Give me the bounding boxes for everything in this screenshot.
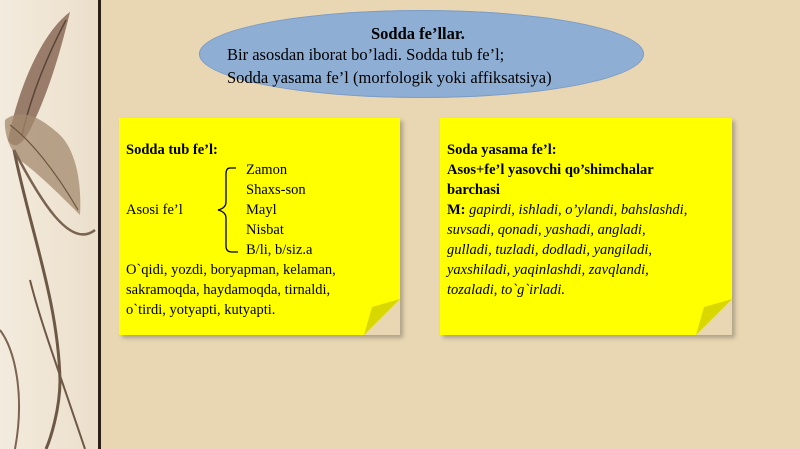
page-fold-icon <box>696 299 732 335</box>
example-line: o`tirdi, yotyapti, kutyapti. <box>126 302 276 318</box>
example-text: gapirdi, ishladi, o’ylandi, bahslashdi, <box>465 202 688 218</box>
example-line: yaxshiladi, yaqinlashdi, zavqlandi, <box>447 262 649 278</box>
page-fold-icon <box>364 299 400 335</box>
example-line: gulladi, tuzladi, dodladi, yangiladi, <box>447 242 653 258</box>
left-note-heading: Sodda tub fe’l: <box>126 142 218 158</box>
example-line <box>447 202 687 219</box>
category-item: Shaxs-son <box>246 182 306 198</box>
header-line-2: Sodda yasama fe’l (morfologik yoki affiksatsiya) <box>227 68 552 87</box>
right-note-subheading: barchasi <box>447 182 500 198</box>
right-note-heading: Soda yasama fe’l: <box>447 142 557 158</box>
header-line-1: Bir asosdan iborat bo’ladi. Sodda tub fe’l; <box>227 45 505 64</box>
example-line: suvsadi, qonadi, yashadi, angladi, <box>447 222 646 238</box>
dried-leaf-illustration <box>0 0 100 449</box>
right-note-subheading: Asos+fe’l yasovchi qo’shimchalar <box>447 162 654 178</box>
category-item: Nisbat <box>246 222 284 238</box>
example-line: sakramoqda, haydamoqda, tirnaldi, <box>126 282 331 298</box>
base-verb-label: Asosi fe’l <box>126 202 183 218</box>
category-item: Zamon <box>246 162 288 178</box>
divider-line <box>98 0 101 449</box>
category-item: Mayl <box>246 202 277 218</box>
category-item: B/li, b/siz.a <box>246 242 313 258</box>
example-prefix: M: <box>447 202 466 218</box>
curly-brace-icon <box>210 164 240 256</box>
example-line: O`qidi, yozdi, boryapman, kelaman, <box>126 262 336 278</box>
example-line: tozaladi, to`g`irladi. <box>447 282 566 298</box>
page-title: Sodda fe’llar. <box>371 24 465 43</box>
